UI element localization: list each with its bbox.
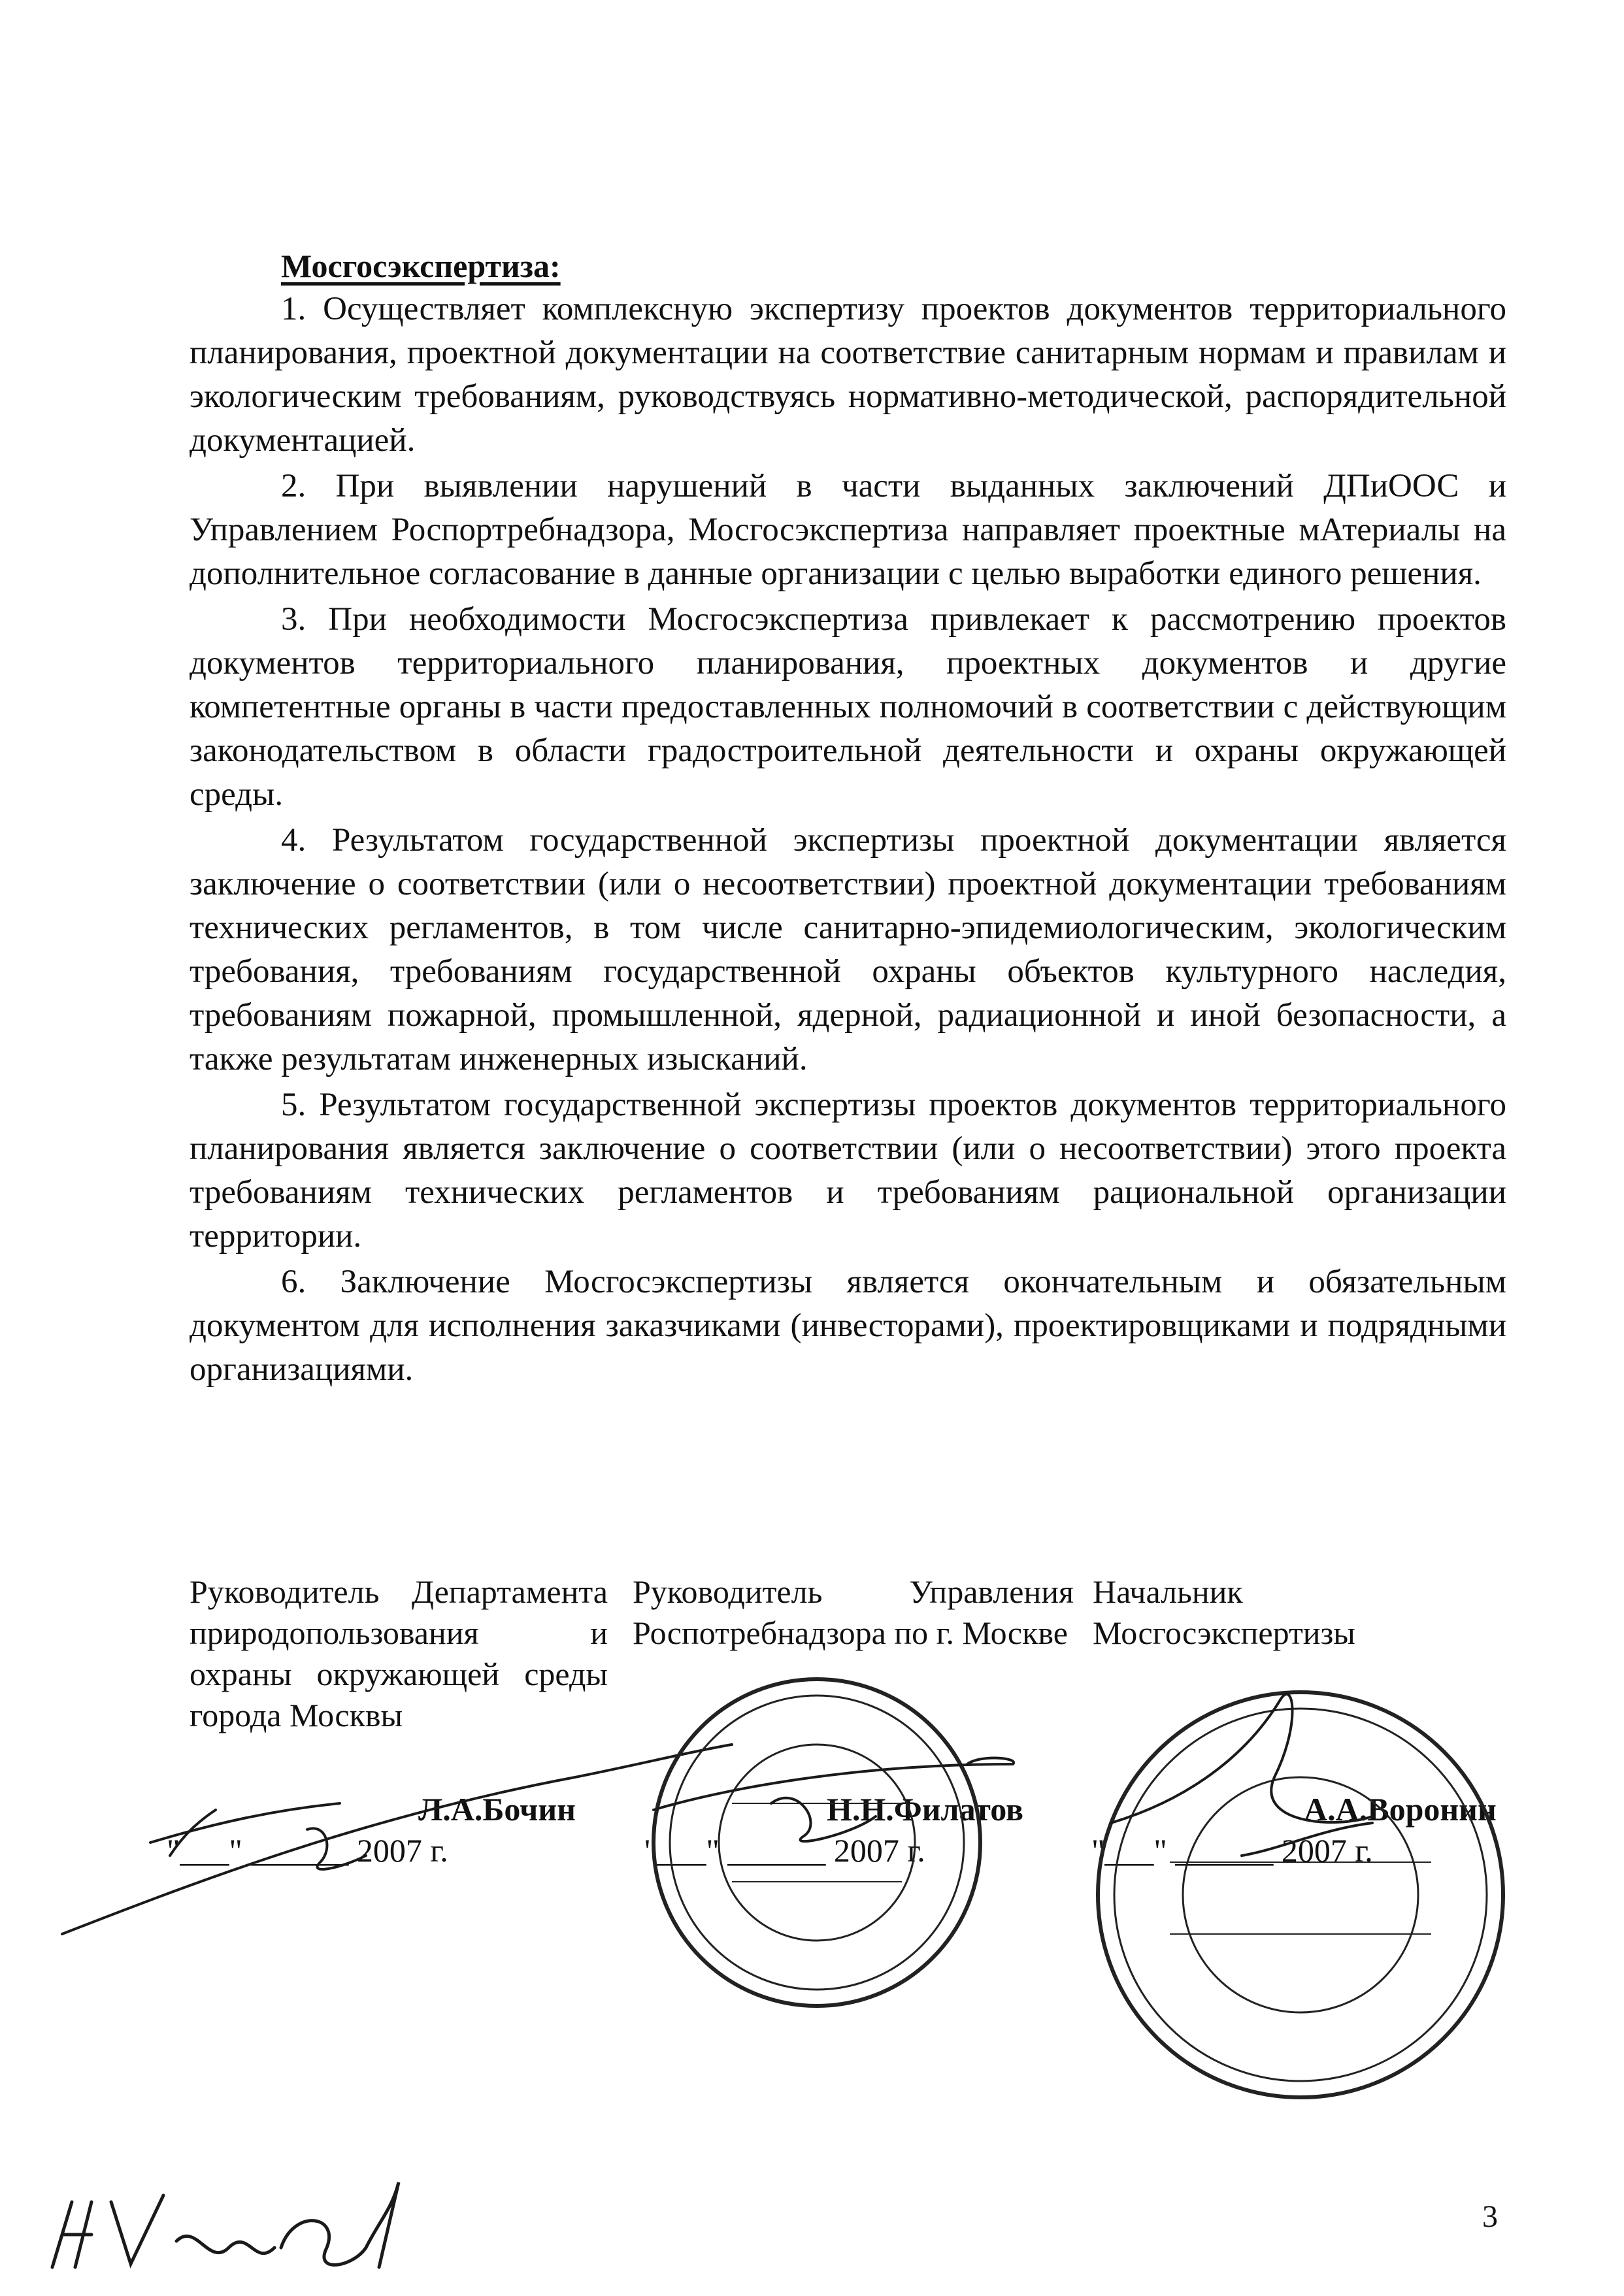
- signature-1-handwritten: [62, 1745, 732, 1934]
- section-heading: Мосгосэкспертиза:: [281, 248, 561, 284]
- signatory-3-title: Начальник Мосгосэкспертизы: [1093, 1573, 1355, 1651]
- signature-2-handwritten: [654, 1758, 1014, 1842]
- paragraph-6: 6. Заключение Мосгосэкспертизы является окончательным и обязательным документом для исполнения заказчиками (инвесторами), проектировщиками и подрядными организациями.: [190, 1264, 1506, 1388]
- page-number: 3: [1482, 2199, 1498, 2234]
- paragraph-3: 3. При необходимости Мосгосэкспертиза привлекает к рассмотрению проектов документов территориального планирования, проектных документов и другие компетентные органы в части предоставленных полномочий в соответствии с действующим законодательством в области градостроительной деятельности и охраны окружающей среды.: [190, 601, 1506, 813]
- paragraph-4: 4. Результатом государственной экспертизы проектной документации является заключение о соответствии (или о несоответствии) проектной документации требованиям технических регламентов, в том числе санитарно-эпидемиологическим, экологическим требования, требованиям государственной охраны объектов культурного наследия, требованиям пожарной, промышленной, ядерной, радиационной и иной безопасности, а также результатам инженерных изысканий.: [190, 822, 1506, 1077]
- signatory-1-title: Руководитель Департамента природопользования и охраны окружающей среды города Москвы: [190, 1573, 608, 1733]
- stamp-right-seal: [1098, 1692, 1503, 2097]
- signatory-2-name: Н.Н.Филатов: [827, 1791, 1023, 1828]
- signatory-2-date: "___" ______ 2007 г.: [644, 1832, 925, 1869]
- paragraph-2: 2. При выявлении нарушений в части выданных заключений ДПиООС и Управлением Роспортребнадзора, Мосгосэкспертиза направляет проектные мАтериалы на дополнительное согласование в данные организации с целью выработки единого решения.: [190, 468, 1506, 592]
- signatory-3-name: А.А.Воронин: [1304, 1791, 1497, 1828]
- signatory-2-title: Руководитель Управления Роспотребнадзора по г. Москве: [633, 1573, 1074, 1651]
- signatory-1-date: "___" ______ 2007 г.: [167, 1832, 448, 1869]
- signatory-3-date: "___" ______ 2007 г.: [1091, 1832, 1373, 1869]
- paragraph-1: 1. Осуществляет комплексную экспертизу проектов документов территориального планирования, проектной документации на соответствие санитарным нормам и правилам и экологическим требованиям, руководствуясь нормативно-методической, распорядительной документацией.: [190, 291, 1506, 459]
- signatory-1-name: Л.А.Бочин: [418, 1791, 576, 1828]
- handwritten-initials: [52, 2182, 399, 2267]
- paragraph-5: 5. Результатом государственной экспертизы проектов документов территориального планирования является заключение о соответствии (или о несоответствии) этого проекта требованиям технических регламентов и требованиям рациональной организации территории.: [190, 1087, 1506, 1255]
- stamp-center-seal: [654, 1679, 980, 2006]
